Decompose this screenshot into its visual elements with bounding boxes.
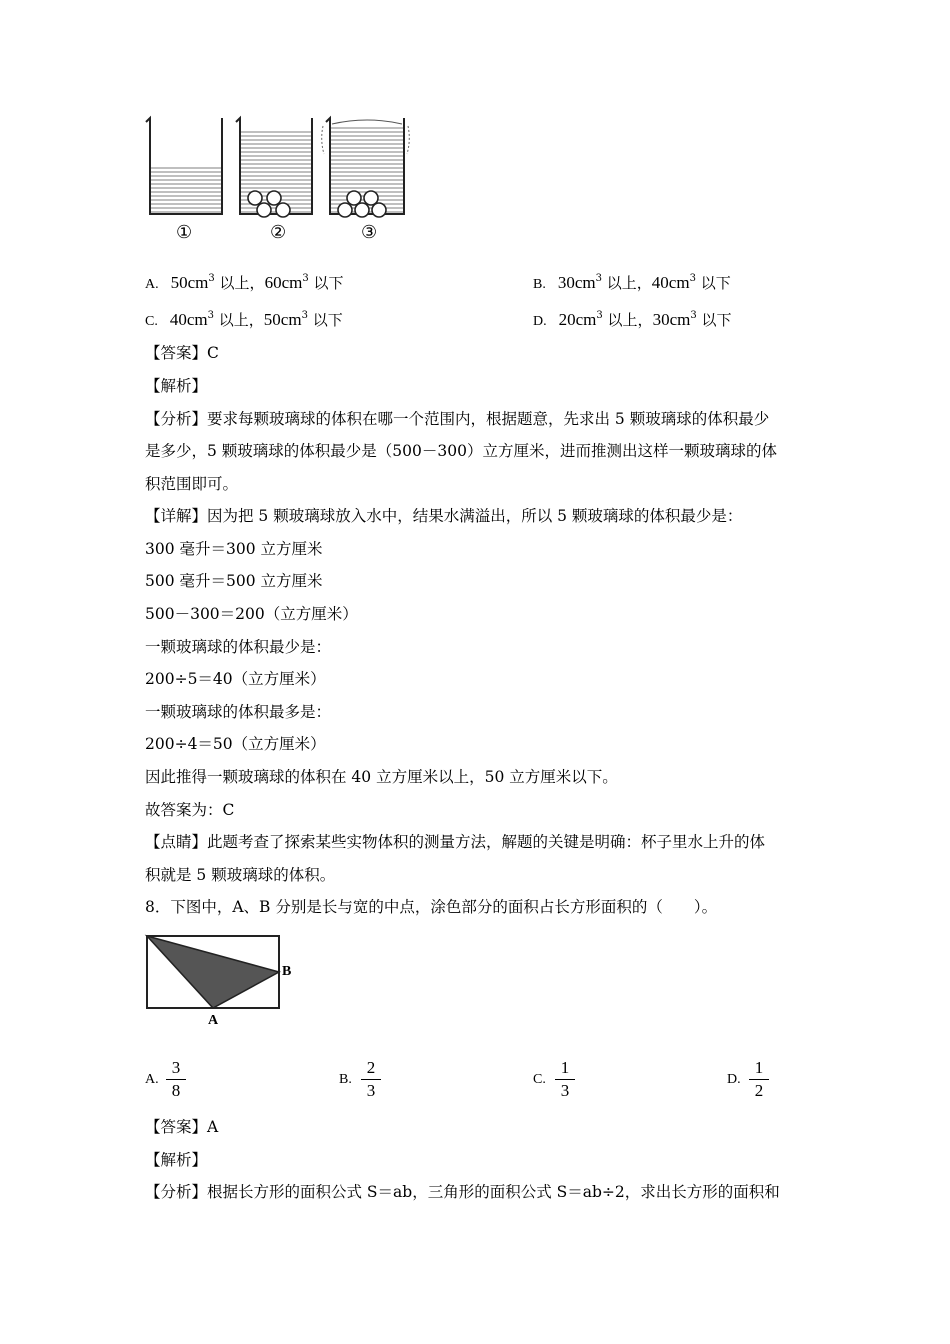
q8-analysis-line: 【分析】根据长方形的面积公式 S＝ab，三角形的面积公式 S＝ab÷2，求出长方形的面积和 bbox=[145, 1183, 780, 1201]
q8-option-a-fraction: $\frac{3}{8}$ bbox=[166, 1058, 186, 1101]
q7-analysis-line: 是多少，5 颗玻璃球的体积最少是（500－300）立方厘米，进而推测出这样一颗玻璃球的体 bbox=[145, 442, 777, 460]
q7-detail-line: 一颗玻璃球的体积最少是： bbox=[145, 638, 332, 656]
q7-detail-line: 200÷4＝50（立方厘米） bbox=[145, 735, 326, 753]
q7-detail-line: 300 毫升＝300 立方厘米 bbox=[145, 540, 323, 558]
q7-detail-line: 一颗玻璃球的体积最多是： bbox=[145, 703, 332, 721]
beaker-2 bbox=[236, 118, 312, 217]
q8-answer: 【答案】A bbox=[145, 1118, 219, 1136]
q8-option-a-label: A. bbox=[145, 1072, 159, 1087]
q8-option-d-fraction: $\frac{1}{2}$ bbox=[749, 1058, 769, 1101]
point-a-label: A bbox=[208, 1013, 219, 1028]
q7-option-b: B. $30cm^3$ 以上，$40cm^3$ 以下 bbox=[533, 273, 731, 292]
q8-option-b-fraction: $\frac{2}{3}$ bbox=[361, 1058, 381, 1101]
q7-comment-line: 【点睛】此题考查了探索某些实物体积的测量方法，解题的关键是明确：杯子里水上升的体 bbox=[145, 833, 766, 851]
beaker-label-1: ① bbox=[176, 222, 193, 243]
q8-option-c-fraction: $\frac{1}{3}$ bbox=[555, 1058, 575, 1101]
q8-option-d-label: D. bbox=[727, 1072, 741, 1087]
q8-question: 8．下图中，A、B 分别是长与宽的中点，涂色部分的面积占长方形面积的（ ）。 bbox=[145, 898, 718, 916]
q7-answer: 【答案】C bbox=[145, 344, 219, 362]
beaker-3 bbox=[322, 118, 410, 217]
q7-option-d: D. $20cm^3$ 以上，$30cm^3$ 以下 bbox=[533, 310, 732, 329]
q8-analysis-heading: 【解析】 bbox=[145, 1151, 208, 1169]
q8-option-c-label: C. bbox=[533, 1072, 546, 1087]
q7-conclusion: 故答案为：C bbox=[145, 801, 235, 819]
q7-detail-line: 500 毫升＝500 立方厘米 bbox=[145, 572, 323, 590]
point-b-label: B bbox=[282, 964, 292, 979]
q7-detail-line: 因此推得一颗玻璃球的体积在 40 立方厘米以上，50 立方厘米以下。 bbox=[145, 768, 618, 786]
beaker-label-2: ② bbox=[270, 222, 287, 243]
q7-detail-line: 200÷5＝40（立方厘米） bbox=[145, 670, 326, 688]
q7-comment-line: 积就是 5 颗玻璃球的体积。 bbox=[145, 866, 336, 884]
beaker-label-3: ③ bbox=[361, 222, 378, 243]
rectangle-figure bbox=[144, 933, 284, 1011]
beaker-1 bbox=[146, 118, 222, 214]
q8-option-b-label: B. bbox=[339, 1072, 352, 1087]
q7-analysis-line: 积范围即可。 bbox=[145, 475, 239, 493]
q7-detail-line: 500－300＝200（立方厘米） bbox=[145, 605, 358, 623]
q7-option-a: A. $50cm^3$ 以上，$60cm^3$ 以下 bbox=[145, 273, 344, 292]
q7-analysis-heading: 【解析】 bbox=[145, 377, 208, 395]
q7-option-c: C. $40cm^3$ 以上，$50cm^3$ 以下 bbox=[145, 310, 343, 329]
q7-analysis-line: 【分析】要求每颗玻璃球的体积在哪一个范围内，根据题意，先求出 5 颗玻璃球的体积最少 bbox=[145, 410, 770, 428]
q7-detail-line: 【详解】因为把 5 颗玻璃球放入水中，结果水满溢出，所以 5 颗玻璃球的体积最少是： bbox=[145, 507, 743, 525]
